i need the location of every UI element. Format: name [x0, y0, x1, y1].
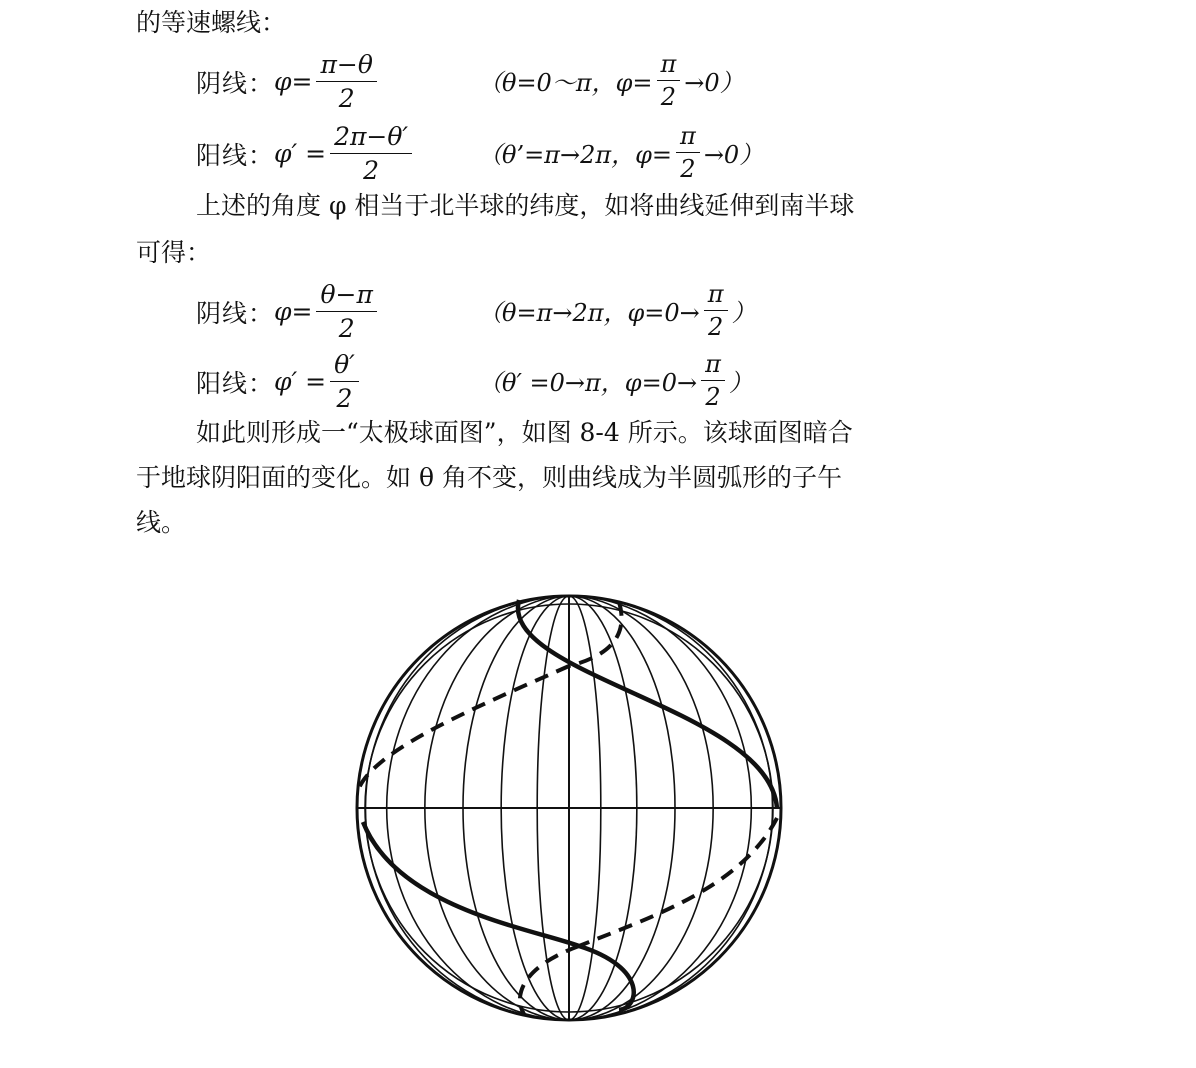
- paragraph-1-line-1: 上述的角度 φ 相当于北半球的纬度，如将曲线延伸到南半球: [196, 191, 855, 220]
- frac-denominator: 2: [705, 383, 721, 411]
- frac-numerator: θ′: [330, 350, 359, 382]
- text-line-1: 的等速螺线：: [136, 8, 287, 37]
- frac-denominator: 2: [363, 156, 380, 185]
- eq-label: 阳线：: [196, 140, 275, 170]
- eq-label: 阴线：: [196, 298, 275, 328]
- frac-denominator: 2: [336, 384, 353, 413]
- frac-denominator: 2: [338, 84, 355, 113]
- eq-lhs: φ=: [274, 297, 313, 326]
- paragraph-2-line-3: 线。: [136, 508, 187, 537]
- frac-numerator: π−θ: [316, 50, 376, 82]
- frac-numerator: π: [657, 50, 681, 81]
- frac-numerator: π: [704, 280, 728, 311]
- eq-lhs: φ′ =: [274, 367, 327, 396]
- sphere-drawing: [357, 596, 781, 1020]
- frac-denominator: 2: [338, 314, 355, 343]
- eq-lhs: φ′ =: [274, 139, 327, 168]
- cond-text: →0）: [684, 69, 744, 97]
- frac-numerator: π: [676, 122, 700, 153]
- cond-text: （θ′ =0→π，φ=0→: [478, 369, 698, 397]
- cond-text: ）: [731, 299, 756, 327]
- frac-denominator: 2: [660, 83, 677, 111]
- paragraph-2-line-2: 于地球阴阳面的变化。如 θ 角不变，则曲线成为半圆弧形的子午: [136, 463, 842, 492]
- frac-numerator: π: [701, 350, 725, 381]
- frac-denominator: 2: [680, 155, 696, 183]
- frac-numerator: θ−π: [316, 280, 376, 312]
- cond-text: →0）: [703, 141, 764, 169]
- dashed-spiral-curve-lower: [579, 818, 777, 946]
- cond-text: （θ’=π→2π，φ=: [478, 141, 673, 169]
- eq-label: 阳线：: [196, 368, 275, 398]
- eq-lhs: φ=: [274, 67, 313, 96]
- paragraph-2-line-1: 如此则形成一“太极球面图”，如图 8-4 所示。该球面图暗合: [196, 418, 853, 447]
- cond-text: （θ=0～π，φ=: [478, 69, 653, 97]
- cond-text: ）: [728, 369, 753, 397]
- eq-label: 阴线：: [196, 68, 275, 98]
- cond-text: （θ=π→2π，φ=0→: [478, 299, 700, 327]
- paragraph-1-line-2: 可得：: [136, 238, 212, 267]
- frac-denominator: 2: [708, 313, 724, 341]
- frac-numerator: 2π−θ′: [330, 122, 412, 154]
